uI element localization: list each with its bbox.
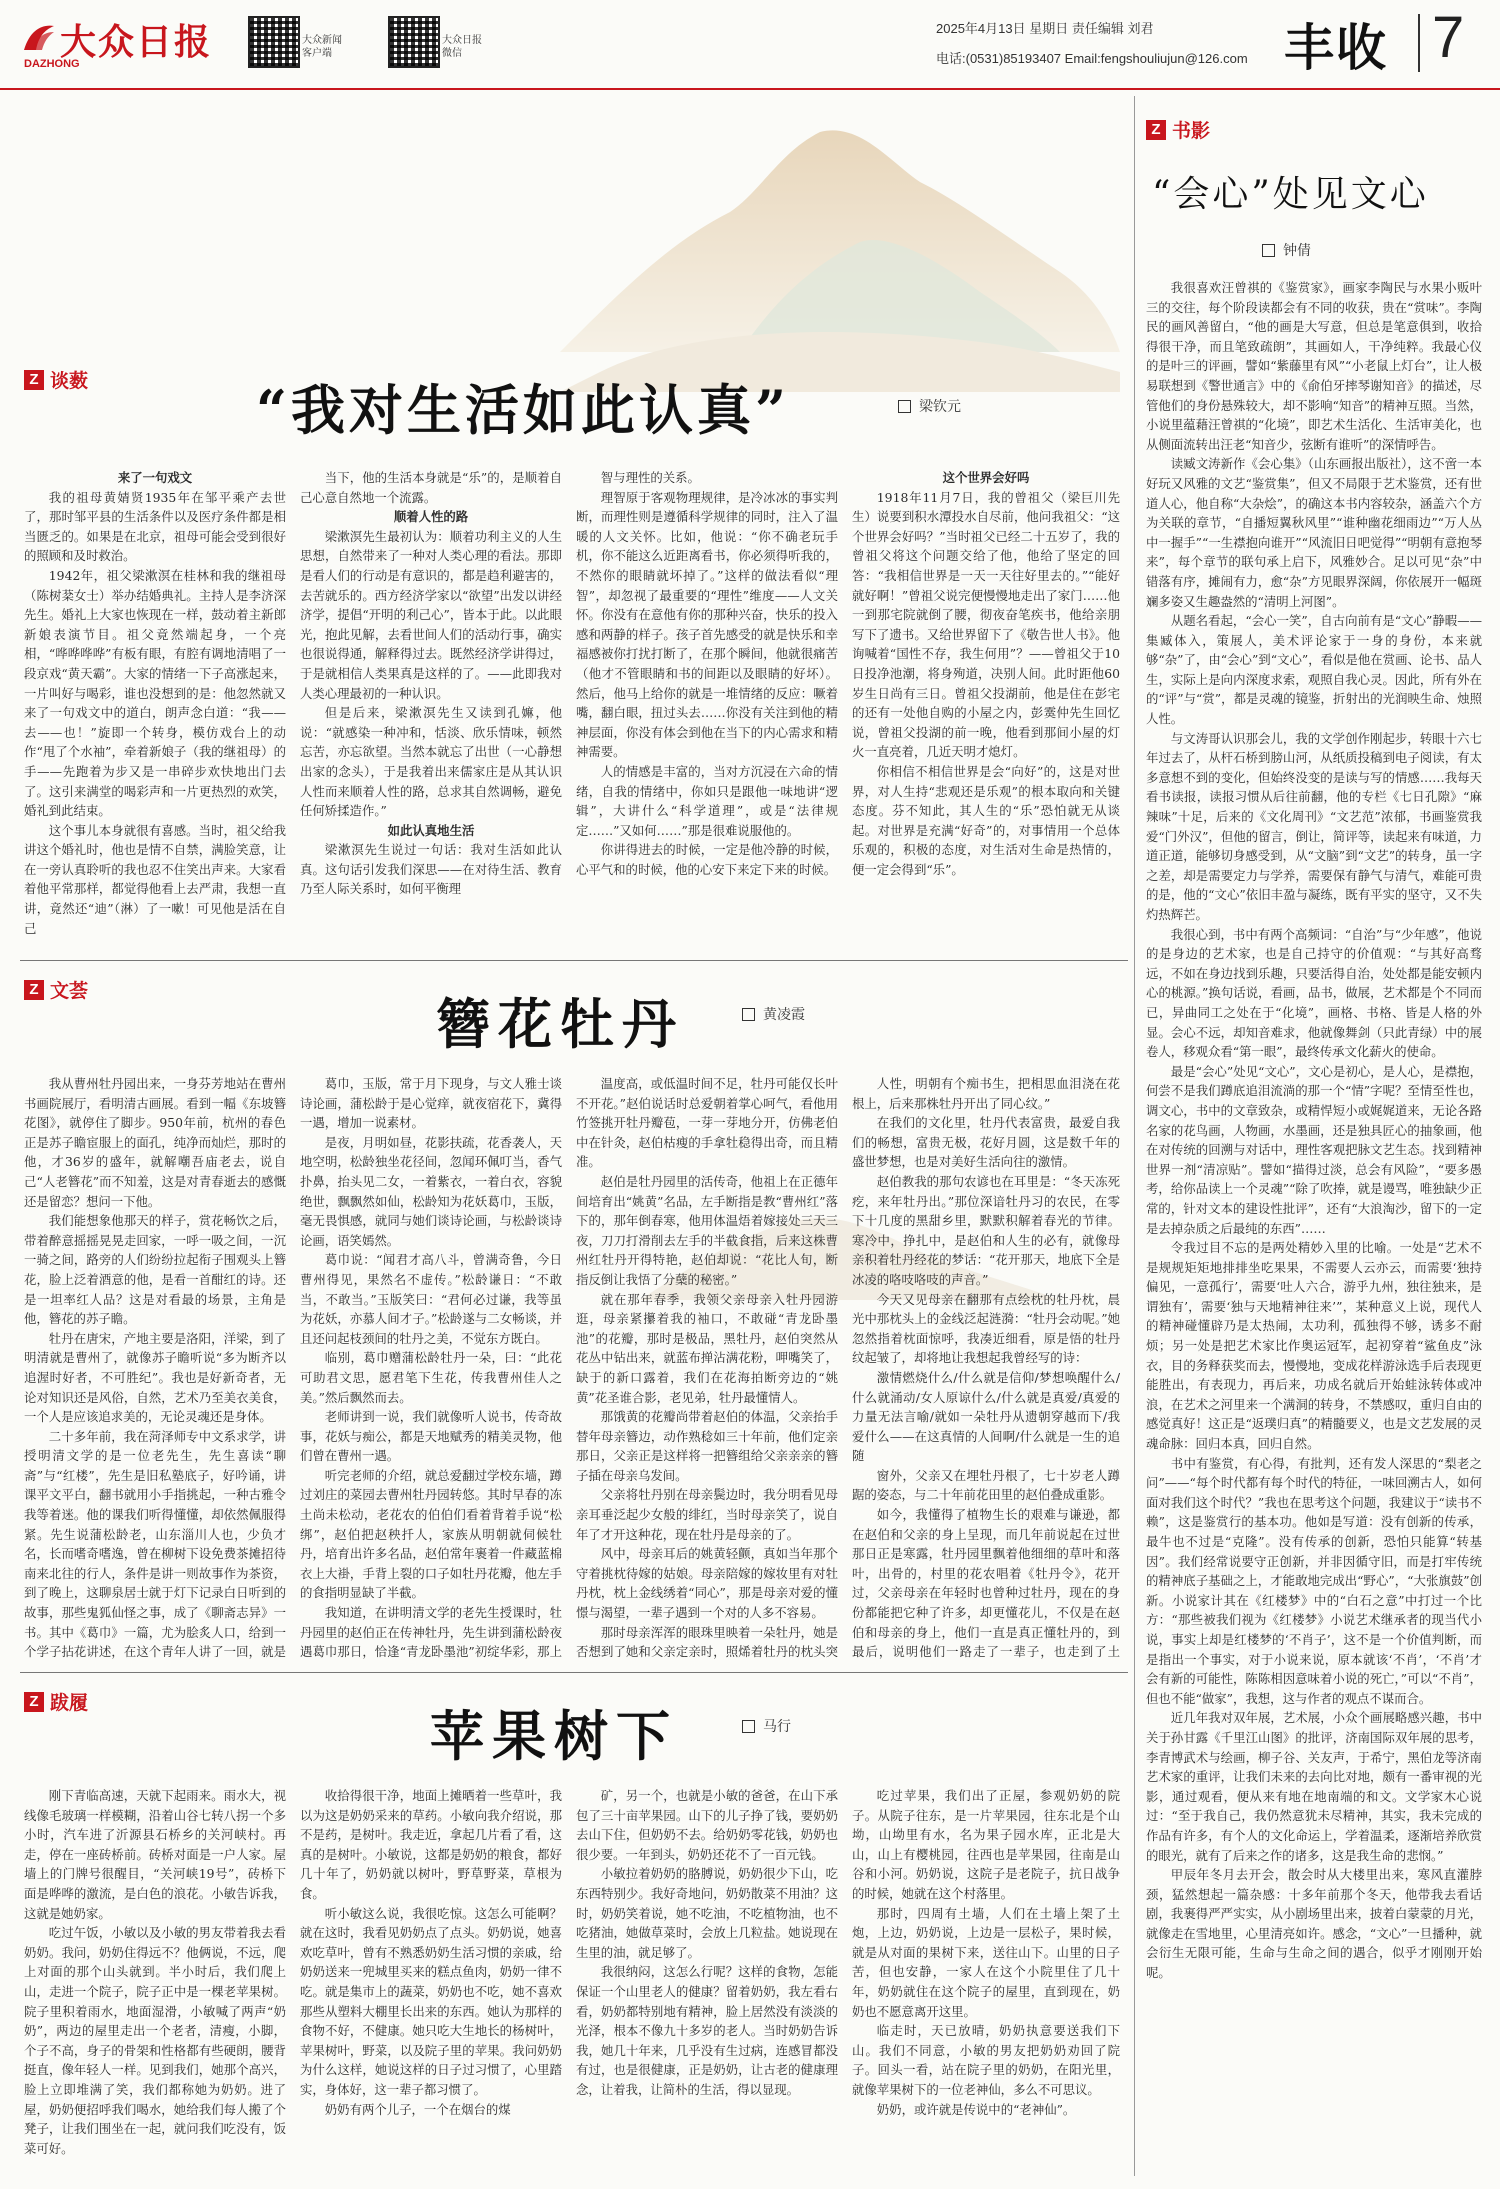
article-column	[1146, 278, 1482, 2176]
article-paragraph: 我从曹州牡丹园出来，一身芬芳地站在曹州书画院展厅，看明清古画展。看到一幅《东坡簪花图》，就停住了脚步。950年前，杭州的春色正是苏子瞻宦服上的面孔，纯净而灿烂，那时的他，才36岁的盛年，就解嘲吾庙老去，说自己“人老簪花”而不知羞，这是对青春逝去的感慨还是留恋？想问一下他。	[24, 1076, 286, 1209]
section-tag-icon: Z	[24, 980, 44, 1000]
article-paragraph: 赵伯是牡丹园里的活传奇，他祖上在正德年间培育出“姚黄”名品，左手断指是教“曹州红”落下的，那年倒春寒，他用体温焐着嫁接处三天三夜，刀刀打滑削去左手的半截食指，后来这株曹州红牡丹开得特艳，赵伯却说：“花比人旬，断指反倒让我悟了分蘖的秘密。”	[576, 1173, 838, 1287]
article-paragraph: 矿，另一个，也就是小敏的爸爸，在山下承包了三十亩苹果园。山下的儿子挣了钱，要奶奶去山下住，但奶奶不去。给奶奶零花钱，奶奶也很少要。一年到头，奶奶还花不了一百元钱。	[576, 1788, 838, 1862]
article-paragraph: 那时，四周有土墙，人们在土墙上架了土炮，上边，奶奶说，上边是一层松子，果时候，就是从对面的果树下来，送往山下。山里的日子苦，但也安静，一家人在这个小院里住了几十年，奶奶就住在这个院子的屋里，直到现在，奶奶也不愿意离开这里。	[852, 1905, 1120, 2019]
article-byline	[1262, 240, 1311, 260]
section-tag-balv	[24, 1688, 88, 1715]
article-paragraph: 书中有鉴赏，有心得，有批判，还有发人深思的“梨老之问”——“每个时代都有每个时代的特征，一味回溯古人，如何面对我们这个时代？”我也在思考这个问题，我建议于“读书不赖”，这是鉴赏行的基本功。他如是写道：没有创新的传承，最牛也不过是“克隆”。没有传承的创新，恐怕只能算“转基因”。我们经常说要守正创新，并非因循守旧，而是打牢传统的精神底子基础之上，才能敢地完成出“野心”，“大张旗鼓”创新。小说家计其在《红楼梦》中的“白石之意”中打过一个比方：“那些被我们视为《红楼梦》小说艺术继承者的现当代小说，事实上却是红楼梦的‘不肖子’，这不是一个价值判断，而是指出一个事实，对于小说来说，原本就该‘不肖’，‘不肖’才会有新的可能性，陈陈相因意味着小说的死亡，”可以“不肖”，但也不能“做家”，我想，这与作者的观点不谋而合。	[1146, 1455, 1482, 1706]
article-paragraph: 是夜，月明如昼，花影扶疏，花香袭人，天地空明，松龄独坐花径间，忽闻环佩叮当，香气扑鼻，抬头见二女，一着紫衣，一着白衣，容貌绝世，飘飘然如仙，松龄知为花妖葛巾，玉版，毫无畏惧感，就同与她们谈诗论画，与松龄谈诗论画，语笑嫣然。	[300, 1134, 562, 1248]
article-paragraph: 临别，葛巾赠蒲松龄牡丹一朵，曰：“此花可助君文思，愿君笔下生花，传我曹州佳人之美。”然后飘然而去。	[300, 1350, 562, 1405]
article-paragraph: 梁漱溟先生最初认为：顺着功利主义的人生思想，自然带来了一种对人类心理的看法。那即是看人们的行动是有意识的，都是趋利避害的，去苦就乐的。西方经济学家以“欲望”出发以讲经济学，提倡“开明的利己心”，皆本于此。以此眼光，抱此见解，去看世间人们的活动行事，确实也很说得通，解释得过去。既然经济学讲得过，于是就相信人类果真是这样的了。——此即我对人类心理最初的一种认识。	[300, 528, 562, 701]
article-paragraph: 温度高，或低温时间不足，牡丹可能仅长叶不开花。”赵伯说话时总爱朝着掌心呵气，看他用竹签挑开牡丹瓣苞，一芽一芽地分开，仿佛老伯中在针灸，赵伯枯瘦的手拿牡稳得出奇，而且精准。	[576, 1076, 838, 1170]
article-paragraph: 梁漱溟先生说过一句话：我对生活如此认真。这句话引发我们深思——在对待生活、教育乃至人际关系时，如何平衡理	[300, 842, 562, 897]
article-paragraph: 人的情感是丰富的，当对方沉浸在六命的情绪，自我的情绪中，你如只是跟他一味地讲“逻辑”，大讲什么“科学道理”，或是“法律规定……”又如何……”那是很难说服他的。	[576, 763, 838, 838]
article-paragraph: 我很心到，书中有两个高频词：“自治”与“少年感”，他说的是身边的艺术家，也是自己持守的价值观：“与其好高骛远，不如在身边找到乐趣，只要活得自治，处处都是能安顿内心的桃源。”换句话说，看画，品书，做展，艺术都是个不同而已，异曲同工之处在于“化境”，画格、书格、皆是人格的外显。会心不远，却知音难求，他就像舞剑（只此青绿）中的展卷人，移观众看“第一眼”，最终传承文化薪火的使命。	[1146, 926, 1482, 1060]
section-tag-wenhui	[24, 976, 88, 1003]
byline-square-icon	[742, 1720, 755, 1733]
article-headline: “我对生活如此认真”	[256, 378, 791, 442]
article-paragraph: 我的祖母黄婧贤1935年在邹平乘产去世了，那时邹平县的生活条件以及医疗条件都是相当匮乏的。如果是在北京，祖母可能会受到很好的照顾和及时救治。	[24, 489, 286, 564]
article-paragraph: 父亲将牡丹别在母亲鬓边时，我分明看见母亲耳垂泛起少女般的绯红，当时母亲笑了，说自年了才开这种花，现在牡丹是母亲的了。	[576, 1487, 838, 1542]
article-column	[576, 1786, 838, 2178]
newspaper-logo-en: DAZHONG	[24, 58, 80, 70]
article-paragraph: 理智原于客观物理规律，是冷冰冰的事实判断，而理性则是遵循科学规律的同时，注入了温暖的人文关怀。比如，他说：“你不确老玩手机，你不能这么近距离看书，你必须得听我的，不然你的眼睛就坏掉了。”这样的做法看似“理智”，却忽视了最重要的“理性”维度——人文关怀。你没有在意他有你的那种兴奋，快乐的投入感和两静的样子。孩子首先感受的就是快乐和幸福感被你打扰打断了，在那个瞬间，他就很痛苦（他才不管眼睛和书的间距以及眼睛的好坏）。然后，他马上给你的就是一堆情绪的反应：噘着嘴，翻白眼，扭过头去……你没有关注到他的精神层面，你没有体会到他在当下的内心需求和精神需要。	[576, 489, 838, 760]
article-paragraph: 窗外，父亲又在埋牡丹根了，七十岁老人蹲踞的姿态，与二十年前花田里的赵伯叠成重影。	[852, 1467, 1120, 1503]
article-paragraph: 葛巾说：“闻君才高八斗，曾满奇鲁，今日曹州得见，果然名不虚传。”松龄谦日：“不敢当，不敢当。”玉版笑曰：“君何必过谦，我等虽为花妖，亦慕人间才子。”松龄遂与二女畅谈，并且还问起枝颈间的牡丹之美，不觉东方既白。	[300, 1252, 562, 1346]
article-paragraph: 那时母亲浑浑的眼珠里映着一朵牡丹，她是否想到了她和父亲定亲时，照烯着牡丹的枕头突	[576, 1624, 838, 1660]
article-column	[24, 1786, 286, 2178]
article-paragraph: 在我们的文化里，牡丹代表富贵，最爱自我们的畅想，富贵无极，花好月圆，这是数千年的盛世梦想，也是对美好生活向往的激情。	[852, 1115, 1120, 1170]
article-paragraph: 与文涛哥认识那会儿，我的文学创作刚起步，转眼十六七年过去了，从杆石桥到膀山河，从纸质投稿到电子阅读，有太多意想不到的变化，但始终没变的是读与写的情感……我每天看书读报，读报习惯从后往前翻，他的专栏《七日孔隙》“麻辣味”十足，后来的《文化周刊》“文艺范”浓郁，书画鉴赏我爱“门外汉”，但他的留言，倒让，简评等，读起来有味道，力道正道，能够切身感受到，从“文脑”到“文艺”的转身，虽一字之差，却是需要定力与学养，需要保有静气与清气，难能可贵的是，他的“文心”依旧丰盈与凝练，既有平实的坚守，又不失灼热辉芒。	[1146, 730, 1482, 922]
section-tag-icon: Z	[1146, 120, 1166, 140]
page-section-name: 丰收	[1284, 18, 1388, 77]
mountain-illustration	[560, 92, 1120, 392]
article-paragraph: 刚下青临高速，天就下起雨来。雨水大，视线像毛玻璃一样模糊，沿着山谷七转八拐一个多小时，汽车进了沂源县石桥乡的关河峡村。再走，停在一座砖桥前。砖桥对面是一户人家。屋墙上的门牌号很醒目，“关河峡19号”，砖桥下面是哗哗的激流，是白色的浪花。小敏告诉我，这就是她奶家。	[24, 1788, 286, 1921]
article-paragraph: 当下，他的生活本身就是“乐”的，是顺着自己心意自然地一个流露。	[300, 470, 562, 505]
section-tag-tansou	[24, 366, 88, 393]
section-tag-label: 书影	[1172, 120, 1211, 142]
contact-line: 电话:(0531)85193407 Email:fengshouliujun@126.com	[936, 51, 1248, 66]
section-tag-icon: Z	[24, 1692, 44, 1712]
article-paragraph: 吃过午饭，小敏以及小敏的男友带着我去看奶奶。我问，奶奶住得远不？他俩说，不远，爬上对面的那个山头就到。半小时后，我们爬上山，走进一个院子，院子正中是一棵老苹果树。院子里积着雨水，地面湿滑，小敏喊了两声“奶奶”，两边的屋里走出一个老者，清瘦，小脚，个子不高，身子的骨架和性格都有些硬朗，腰背挺直，像年轻人一样。见到我们，她那个高兴，脸上立即堆满了笑，我们都称她为奶奶。进了屋，奶奶便招呼我们喝水，她给我们每人搬了个凳子，让我们围坐在一起，就问我们吃没有，饭菜可好。	[24, 1925, 286, 2156]
article-byline	[742, 1716, 791, 1736]
article-paragraph: 读臧文涛新作《会心集》（山东画报出版社），这不啻一本好玩又风雅的文艺“鉴赏集”，但又不局限于艺术鉴赏，还有世道人心，他自称“大杂烩”，的确这本书内容较杂，涵盖六个方为关联的章节，“自播短翼秋风里”“谁种幽花细雨边”“万人丛中一握手”“一生襟抱向谁开”“风流旧日吧觉得”“明朝有意抱琴来”，每个章节的联句承上启下，风雅妙合。足以可见“杂”中错落有序，摊闹有力，愈“杂”方见眼界深阔，你依展开一幅斑斓多姿又生趣盎然的“清明上河图”。	[1146, 456, 1482, 609]
article-paragraph: 这个事儿本身就很有喜感。当时，祖父给我讲这个婚礼时，他也是情不自禁，满脸笑意，让在一旁认真聆听的我也忍不住笑出声来。大家看着他平常那样，都觉得他看上去严肃，我想一直讲，竟然还“迪”（淋）了一嗽！可见他是活在自己	[24, 822, 286, 936]
author-name: 钟倩	[1283, 243, 1311, 259]
article-paragraph: 听完老师的介绍，就总爱翻过学校东墙，蹲过刘庄的菜园去曹州牡丹园转悠。其时早春的冻土尚未松动，老花农的伯伯们看着背着手说“松绑”，赵伯把赵秧扦人，家族从明朝就伺候牡丹，培育出许多名品，赵伯常年裹着一件藏蓝棉衣上大褂，手背上裂的口子如牡丹花瓣，他左手的食指明显缺了半截。	[300, 1467, 562, 1601]
article-paragraph: 但是后来，梁漱溟先生又读到孔嫲，他说：“就感染一种冲和，恬淡、欣乐情味，顿然忘苦，亦忘欲望。当然本就忘了出世（一心静想出家的念头），于是我着出来儒家庄是从其认识人性而来顺着人性的路，总求其自然调畅，避免任何矫揉造作。”	[300, 705, 562, 819]
article-headline: “会心”处见文心	[1152, 174, 1429, 215]
section-divider	[20, 1672, 1128, 1673]
article-paragraph: 甲辰年冬月去开会，散会时从大楼里出来，寒风直灌脖颈，猛然想起一篇杂感：十多年前那个冬天，他带我去看话剧，我裹得严严实实，从小剧场里出来，披着白蒙蒙的月光，就像走在雪地里，心里清亮如许。感念，“文心”一旦播种，就会衍生无限可能，生命与生命之间的遇合，似乎才刚刚开始呢。	[1146, 1867, 1482, 1981]
article-paragraph: 我知道，在讲明清文学的老先生授课时，牡丹园里的赵伯正在传神牡丹，先生讲到蒲松龄夜遇葛巾那日，恰逢“青龙卧墨池”初绽华彩，那上	[300, 1605, 562, 1660]
page-number: 7	[1432, 5, 1465, 70]
article-paragraph: 听小敏这么说，我很吃惊。这怎么可能啊？就在这时，我看见奶奶点了点头。奶奶说，她喜欢吃草叶，曾有不熟悉奶奶生活习惯的亲戚，给奶奶送来一兜城里买来的糕点鱼肉，奶奶一律不吃。就是集市上的蔬菜，奶奶也不吃，她不喜欢那些从塑料大棚里长出来的东西。她认为那样的食物不好，不健康。她只吃大生地长的杨树叶，苹果树叶，野菜，以及院子里的苹果。我问奶奶为什么这样，她说这样的日子过习惯了，心里踏实，身体好，这一辈子都习惯了。	[300, 1905, 562, 2097]
article-column	[852, 1074, 1120, 1660]
article-paragraph: 近几年我对双年展，艺术展，小众个画展略感兴趣，书中关于孙甘露《千里江山图》的批评，济南国际双年展的思考，李青博武术与绘画，柳子谷、关友声，于希宁，黑伯龙等济南艺术家的重评，让我们未来的去向比对地，颇有一番审视的光影，通过观看，便从来有地在地南端的和文。文学家木心说过：“至于我自己，我仍然意犹未尽精神，其实，我未完成的作品有许多，有个人的文化命运上，学着温柔，逐渐培养欣赏的眼光，就有了后来之作的诸多，这是我生命的悲悯。”	[1146, 1710, 1482, 1863]
article-paragraph: 1918年11月7日，我的曾祖父（梁巨川先生）说要到积水潭投水自尽前，他问我祖父：“这个世界会好吗？”当时祖父已经二十五岁了，我的曾祖父将这个问题交给了他，他给了坚定的回答：“我相信世界是一天一天往好里去的。”“能好就好啊！”曾祖父说完便慢慢地走出了家门……他一到那宅院就倒了腰，彻夜奋笔疾书，他给亲朋写下了遗书。又给世界留下了《敬告世人书》。他询喊着“国性不存，我生何用”？——曾祖父于10日投净池潮，将身殉道，决别人间。此时距他60岁生日尚有三日。曾祖父投湖前，他是住在彭宅的还有一处他自购的小屋之内，彭霙仲先生回忆说，曾祖父投湖的前一晚，他看到那间小屋的灯火一直亮着，几近天明才熄灯。	[852, 489, 1120, 760]
author-name: 梁钦元	[919, 399, 961, 415]
article-paragraph: 今天又见母亲在翻那有点绘枕的牡丹枕，晨光中那枕头上的金线泛起涟漪：“牡丹会动呢。”她忽然指着枕面惊呼，我凑近细看，原是悟的牡丹纹起皱了，却将地让我想起我曾经写的诗：	[852, 1291, 1120, 1366]
article-paragraph: 葛巾，玉版，常于月下现身，与文人雅士谈诗论画，蒲松龄于是心觉痒，就夜宿花下，冀得一遇，增加一说素材。	[300, 1076, 562, 1131]
article-column	[300, 1074, 562, 1660]
column-separator	[1134, 96, 1135, 2176]
qr-label-app: 大众新闻 客户端	[302, 35, 342, 59]
article-column	[852, 468, 1120, 946]
article-paragraph: 你讲得进去的时候，一定是他冷静的时候，心平气和的时候，他的心安下来定下来的时候。	[576, 842, 838, 877]
article-paragraph: 奶奶，或许就是传说中的“老神仙”。	[876, 2101, 1076, 2117]
section-tag-icon: Z	[24, 370, 44, 390]
author-name: 黄凌霞	[763, 1007, 805, 1023]
article-byline	[742, 1004, 805, 1024]
byline-square-icon	[742, 1008, 755, 1021]
section-tag-label: 跋履	[50, 1692, 89, 1714]
qr-label-wechat: 大众日报 微信	[442, 35, 482, 59]
article-paragraph: 我很喜欢汪曾祺的《鉴赏家》，画家李陶民与水果小贩叶三的交往，每个阶段读都会有不同的收获，贵在“赏味”。李陶民的画风善留白，“他的画是大写意，但总是笔意俱到，收拾得很干净，而且笔致疏朗”，其画如人，干净纯粹。我最心仪的是叶三的评画，譬如“紫藤里有风”“小老鼠上灯台”，让人极易联想到《警世通言》中的《俞伯牙摔琴谢知音》的描述，尽管他们的身份悬殊较大，却不影响“知音”的精神互照。当然，小说里蕴藉汪曾祺的“化境”，即艺术生活化、生活审美化，也从侧面流转出汪老“知音少，弦断有谁听”的深情呼告。	[1146, 280, 1482, 452]
article-column	[24, 1074, 286, 1660]
qr-code-icon	[248, 16, 300, 68]
article-paragraph: 二十多年前，我在菏泽师专中文系求学，讲授明清文学的是一位老先生，先生喜读“聊斋”与“红楼”，先生是旧私塾底子，好吟诵，讲课平文平白，翻书就用小手指挑起，一种古雅令我等着迷。他的课我们听得懂懂，却依然佩服得紧。先生说蒲松龄老，山东淄川人也，少负才名，长而嗜奇嗜逸，曾在柳树下设免费茶摊招待南来北往的行人，条件是讲一则故事作为茶资，到了晚上，这聊泉居士就于灯下记录白日听到的故事，那些鬼狐仙怪之事，成了《聊斋志异》一书。其中《葛巾》一篇，尤为脍炙人口，给到一个学子拈花讲述，在这个青年人讲了一回，就是	[24, 1428, 286, 1660]
masthead	[0, 0, 1500, 90]
newspaper-logo-icon	[22, 20, 56, 54]
article-subheading: 来了一句戏文	[117, 470, 193, 485]
byline-square-icon	[1262, 244, 1275, 257]
article-subheading: 这个世界会好吗	[942, 470, 1030, 485]
issue-date-editor: 2025年4月13日 星期日 责任编辑 刘君	[936, 21, 1154, 36]
article-paragraph: 那饿黄的花瓣尚带着赵伯的体温，父亲抬手替年母亲簪边，动作熟稔如三十年前，他们定亲那日，父亲正是这样将一把簪组给父亲亲亲的簪子插在母亲乌发间。	[576, 1409, 838, 1483]
article-headline: 簪花牡丹	[436, 992, 684, 1056]
article-paragraph: 临走时，天已放晴，奶奶执意要送我们下山。我们不同意，小敏的男友把奶奶劝回了院子。回头一看，站在院子里的奶奶，在阳光里，就像苹果树下的一位老神仙，多么不可思议。	[852, 2023, 1120, 2097]
article-subheading: 如此认真地生活	[387, 822, 475, 838]
article-paragraph: 智与理性的关系。	[600, 470, 700, 485]
article-paragraph: 老师讲到一说，我们就像听人说书，传奇故事，花妖与痴公，都是天地赋秀的精美灵物，他们曾在曹州一遇。	[300, 1409, 562, 1464]
byline-square-icon	[898, 400, 911, 413]
newspaper-logo-text: 大众日报	[60, 21, 213, 63]
qr-code-icon	[388, 16, 440, 68]
article-paragraph: 人性，明朝有个痴书生，把相思血泪浇在花根上，后来那株牡丹开出了同心纹。”	[852, 1076, 1120, 1111]
article-paragraph: 牡丹在唐宋，产地主要是洛阳，洋梁，到了明清就是曹州了，就像苏子瞻听说“多为断齐以追渥时好者，不可胜纪”。我也是好新奇者，无论对知识还是风俗，自然，艺术乃至美衣美食，一个人是应该追求美的，无论灵魂还是身体。	[24, 1330, 286, 1425]
page-divider	[1418, 14, 1420, 72]
article-paragraph: 你相信不相信世界是会“向好”的，这是对世界，对人生持“悲观还是乐观”的根本取向和关键态度。芬不知此，其人生的“乐”恐怕就无从谈起。对世界是充满“好奇”的，对事情用一个总体乐观的，积极的态度，对生活对生命是热情的，便一定会得到“乐”。	[852, 763, 1120, 877]
article-column	[24, 468, 286, 946]
article-column	[300, 468, 562, 946]
article-paragraph: 激情燃烧什么/什么就是信仰/梦想唤醒什么/什么就涌动/女人原谅什么/什么就是真爱/真爱的力量无法言喻/就如一朵牡丹从遗朝穿越而下/我爱什么——在这真情的人间啊/什么就是一生的追随	[852, 1369, 1120, 1464]
section-tag-shuying	[1146, 116, 1210, 143]
author-name: 马行	[763, 1719, 791, 1735]
article-paragraph: 令我过目不忘的是两处精妙入里的比喻。一处是“艺术不是规规矩矩地排排坐吃果果，不需要人云亦云，而需要‘独持偏见，一意孤行’，需要‘吐人六合，游乎九州，独往独来，是谓独有’，需要‘独与天地精神往来’”，某种意义上说，现代人的精神碰懂辟乃是太热闹，太功利，孤独得不够，诱多不耐烦；另一处是把艺术家比作奥运冠军，起初穿着“鲨鱼皮”泳衣，目的务释获奖而去，慢慢地，变成花样游泳选手后表现更能胜出，有表现力，再后来，功成名就后开始蛙泳转体或冲浪，在艺术之河里来一个满洞的转身，不禁感叹，重归自由的感觉真好！这正是“返璞归真”的精髓要义，也是文艺发展的灵魂命脉：回归本真，回归自然。	[1146, 1240, 1482, 1452]
article-paragraph: 我很纳闷，这怎么行呢？这样的食物，怎能保证一个山里老人的健康？留着奶奶，我左看右看，奶奶都特别地有精神，脸上居然没有淡淡的光泽，根本不像九十多岁的老人。当时奶奶告诉我，她几十年来，几乎没有生过病，连感冒都没有过，也是很健康，正是奶奶，让古老的健康理念，让着我，让简朴的生活，得以显现。	[576, 1964, 838, 2097]
section-divider	[20, 960, 1128, 961]
article-paragraph: 小敏拉着奶奶的胳膊说，奶奶很少下山，吃东西特别少。我好奇地问，奶奶散菜不用油？这时，奶奶笑着说，她不吃油，不吃植物油，也不吃猪油，她做草菜时，会放上几粒盐。她说现在生里的油，就足够了。	[576, 1866, 838, 1960]
article-paragraph: 奶奶有两个儿子，一个在烟台的煤	[324, 2101, 511, 2117]
article-paragraph: 如今，我懂得了植物生长的艰难与谦逊，都在赵伯和父亲的身上呈现，而几年前说起在过世那日正是寒露，牡丹园里飘着他细细的草叶和落叶，出骨的，村里的花农唱着《牡丹令》，花开过，父亲母亲在年轻时也曾种过牡丹，现在的身份都能把它种了许多，却更懂花儿，不仅是在赵伯和母亲的身上，他们一直是真正懂牡丹的，到最后，说明他们一路走了一辈子，也走到了土	[852, 1507, 1120, 1660]
article-paragraph: 吃过苹果，我们出了正屋，参观奶奶的院子。从院子往东，是一片苹果园，往东北是个山坳，山坳里有水，名为果子园水库，正北是大山，山上有樱桃园，往西也是苹果园，往南是山谷和小河。奶奶说，这院子是老院子，抗日战争的时候，她就在这个村落里。	[852, 1788, 1120, 1901]
article-paragraph: 就在那年春季，我领父亲母亲入牡丹园游逛，母亲紧攥着我的袖口，不敢碰“青龙卧墨池”的花瓣，那时是极品，黑牡丹，赵伯突然从花丛中钻出来，就蓝布掸沾满花粉，呷嘴笑了，缺于的新口露着，我们在花海拍断旁边的“姚黄”花圣谁合影，老见弟，牡丹最懂情人。	[576, 1291, 838, 1405]
article-byline	[898, 396, 961, 416]
article-paragraph: 1942年，祖父梁漱溟在桂林和我的继祖母（陈树棻女士）举办结婚典礼。主持人是李济深先生。婚礼上大家也恢现在一样，鼓动着主新郎新娘表演节目。祖父竟然端起身，一个亮相，“哗哗哗哗”有板有眼，有腔有调地清唱了一段京戏“黄天霸”。大家的情绪一下子高涨起来，一片叫好与喝彩，谁也没想到的是：他忽然就又来了一句戏文中的道白，朗声念白道：“我——去——也！”旋即一个转身，模仿戏台上的动作“甩了个水袖”，牵着新娘子（我的继祖母）的手——先跑着为步又是一串碎步欢快地出门去了。这引来满堂的喝彩声和一片更热烈的欢笑，婚礼到此结束。	[24, 567, 286, 819]
article-paragraph: 我们能想象他那天的样子，赏花畅饮之后，带着醉意摇摇晃晃走回家，一呼一吸之间，一沉一骑之间，路旁的人们纷纷拉起衔子围观头上簪花，脸上泛着酒意的他，是看一首酣红的诗。还是一坦率红人品？这是对看最的场景，主角是他，簪花的苏子瞻。	[24, 1213, 286, 1327]
article-paragraph: 收拾得很干净，地面上摊晒着一些草叶，我以为这是奶奶采来的草药。小敏向我介绍说，那不是药，是树叶。我走近，拿起几片看了看，这真的是树叶。小敏说，这都是奶奶的粮食，都好几十年了，奶奶就以树叶，野草野菜，草根为食。	[300, 1788, 562, 1901]
article-paragraph: 风中，母亲耳后的姚黄轻颤，真如当年那个守着挑枕待嫁的姑娘。母亲陪嫁的嫁妆里有对牡丹枕，枕上金线绣着“同心”，那是母亲对爱的懂憬与渴望，一辈子遇到一个对的人多不容易。	[576, 1546, 838, 1621]
section-tag-label: 谈薮	[50, 370, 89, 392]
article-column	[852, 1786, 1120, 2178]
article-headline: 苹果树下	[430, 1704, 678, 1768]
article-paragraph: 赵伯教我的那句农谚也在耳里是：“冬天冻死疙，来年牡丹出。”那位深谙牡丹习的农民，在零下十几度的黑甜乡里，默默积解着春光的节律。寒冷中，挣扎中，是赵伯和人生的必有，就像母亲积着牡丹经花的梦话：“花开那天，地底下全是冰凌的咯吱咯吱的声音。”	[852, 1173, 1120, 1287]
article-paragraph: 最是“会心”处见“文心”，文心是初心，是人心，是襟抱，何尝不是我们蹲底追泪流淌的那一个“情”字呢？至情至性也，调文心，书中的文章致杂，或精悍短小或娓娓道来，无论各路名家的花鸟画，人物画，水墨画，还是独具匠心的抽象画，他在对传统的回溯与对话中，理性客观把脉文艺生态。找到精神世界一剂“清凉贴”。譬如“描得过淡，总会有风险”，“要多愚考，给你品读上一个灵魂”“除了吹捧，就是谩骂，唯独缺少正常的，针对文本的建设性批评”，还有“大浪淘沙，留下的一定是去掉杂质之后最纯的东西”……	[1146, 1063, 1482, 1236]
section-tag-label: 文荟	[50, 980, 89, 1002]
article-column	[300, 1786, 562, 2178]
article-subheading: 顺着人性的路	[393, 509, 469, 525]
article-paragraph: 从题名看起，“会心一笑”，自古向前有是“文心”静暇——集臧体入，策展人，美术评论家于一身的身份，本来就够“杂”了，由“会心”到“文心”，看似是他在赏画、论书、品人生，实际上是向内深度求索，观照自我心灵。因此，所有外在的“评”与“赏”，都是灵魂的镜鉴，折射出的光润映生命、烛照人性。	[1146, 613, 1482, 727]
article-column	[576, 468, 838, 946]
article-column	[576, 1074, 838, 1660]
